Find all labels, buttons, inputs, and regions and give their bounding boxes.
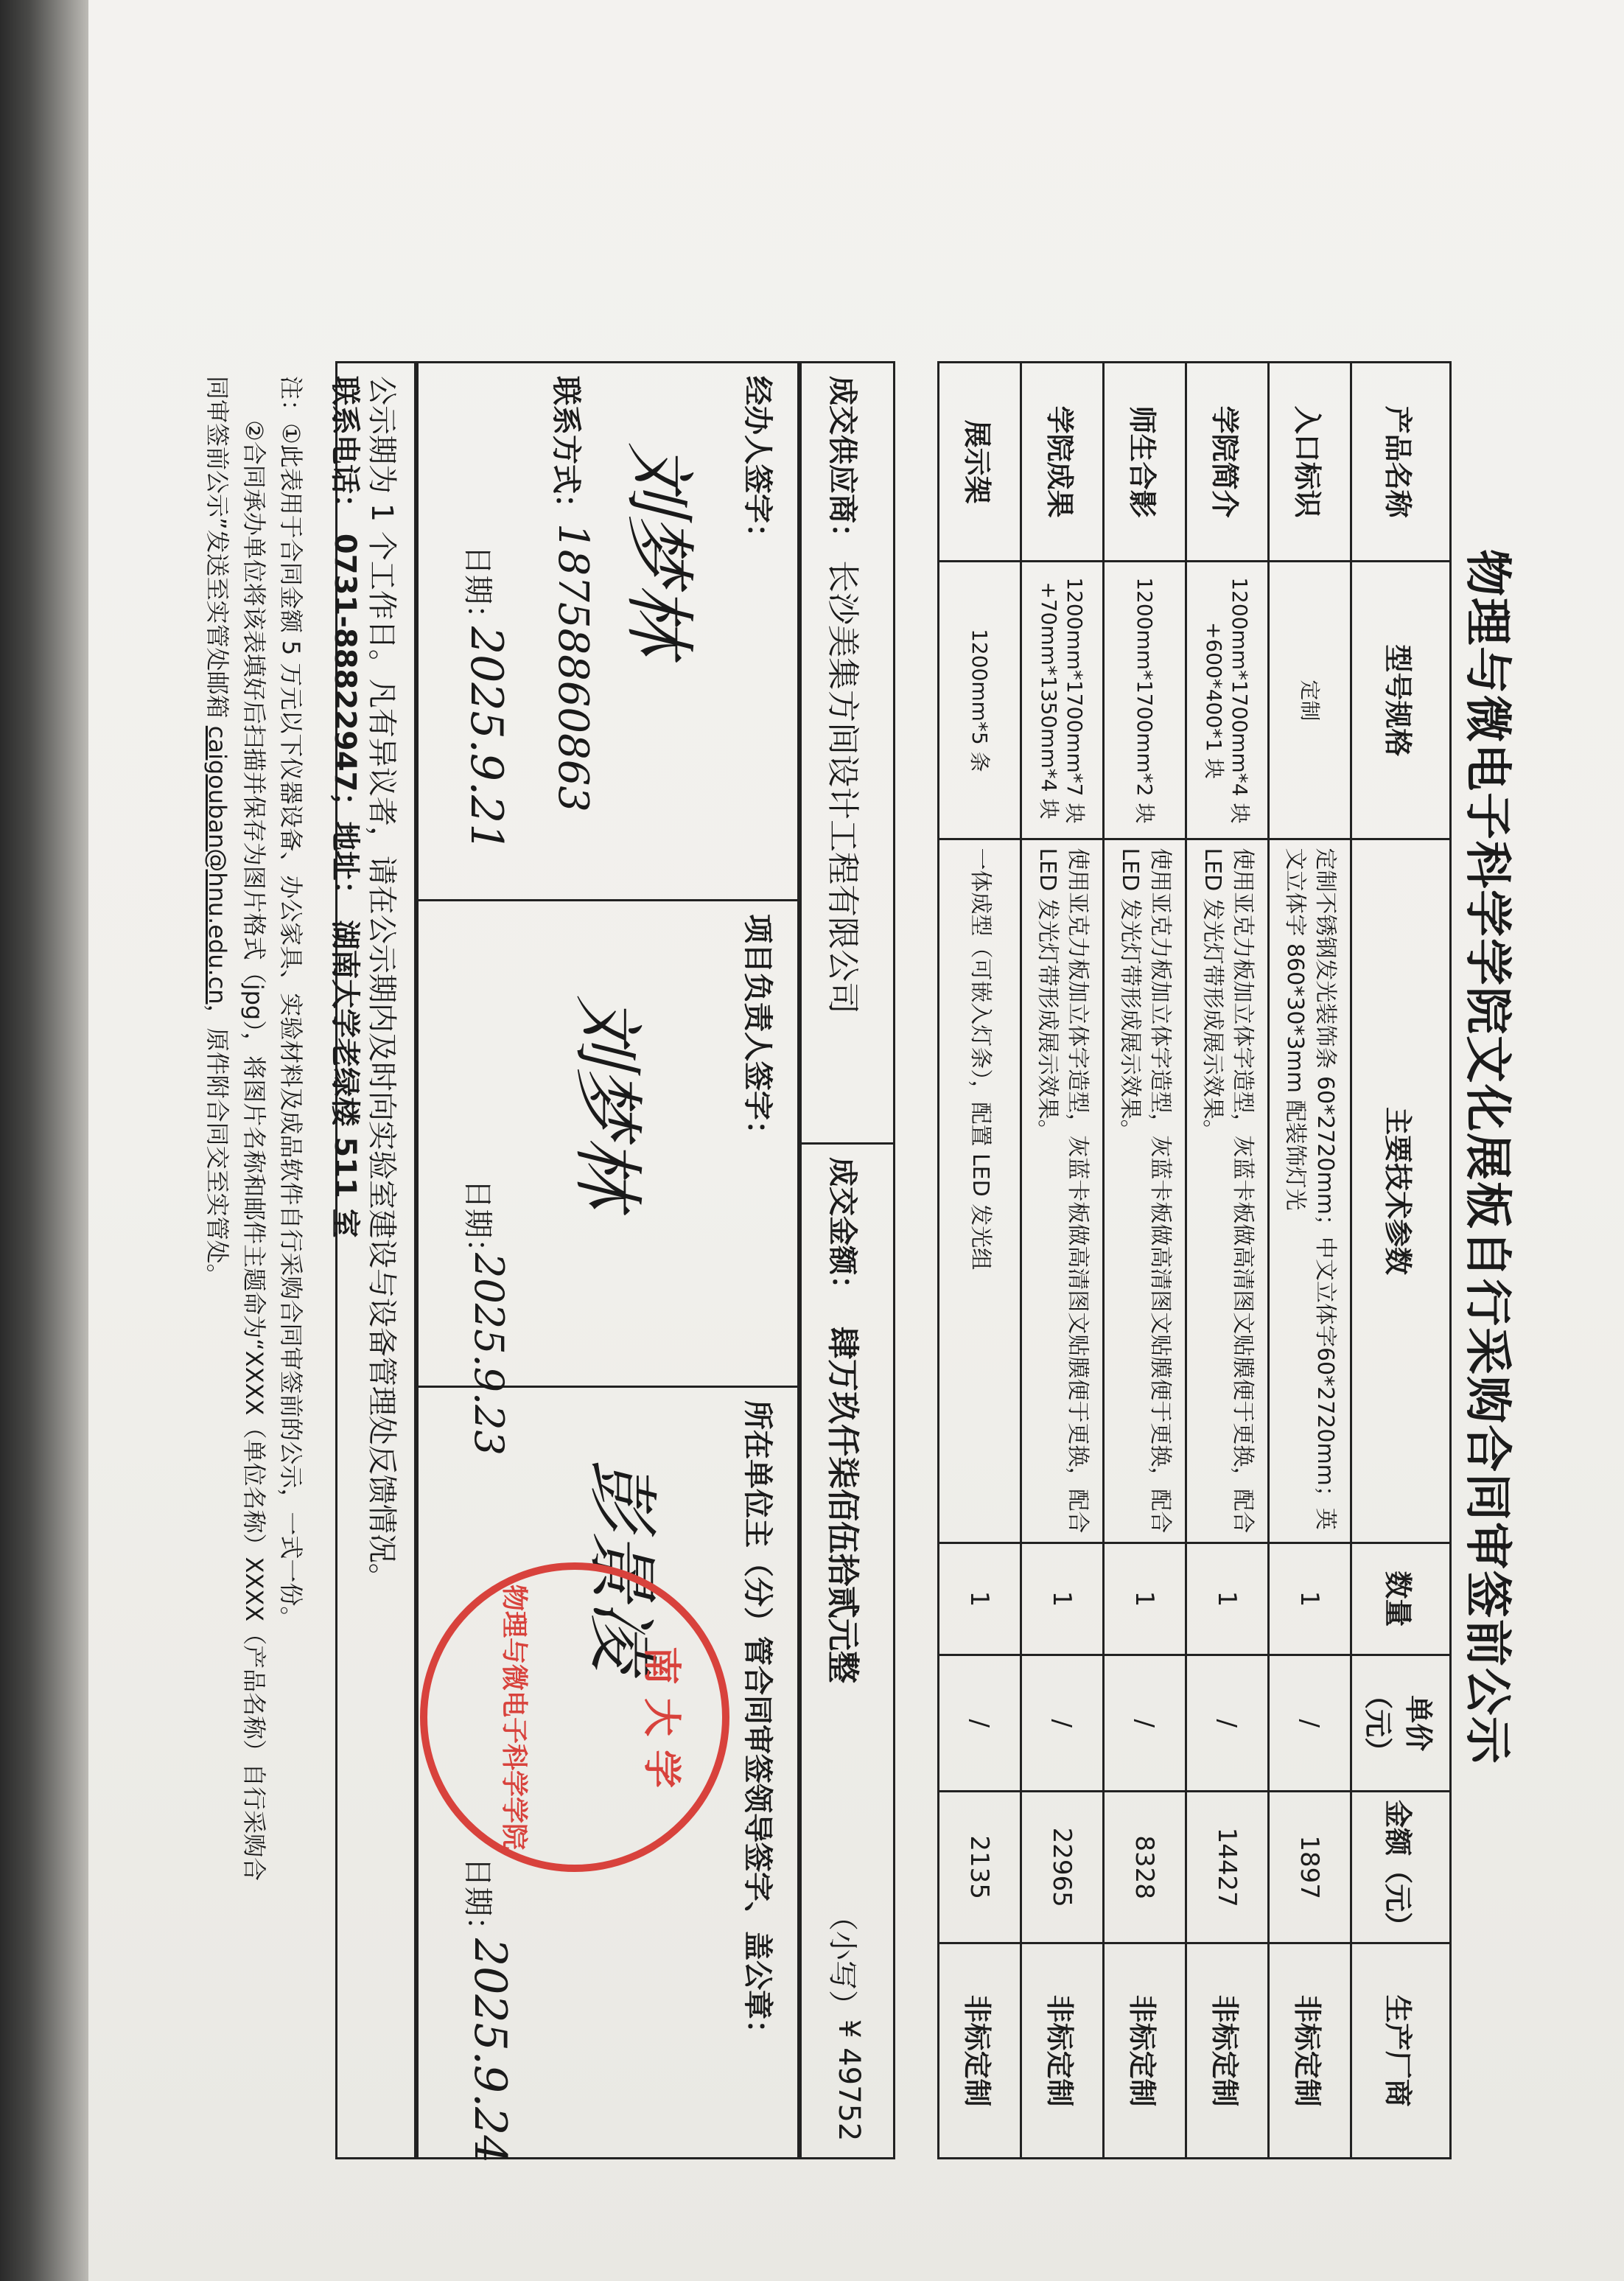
row-name: 学院成果: [1021, 363, 1104, 562]
footnote-2: ②合同承办单位将该表填好后扫描并保存为图片格式（jpg），将图片名称和邮件主题命为“XXXX（单位名称）XXXX（产品名称）自行采购合: [240, 420, 268, 1882]
row-params: 定制不锈钢发光装饰条 60*2720mm；中文立体字60*2720mm；英文立体字 860*30*3mm 配装饰灯光: [1269, 839, 1351, 1543]
deal-small-value: ¥ 49752: [832, 2019, 866, 2142]
col-header-name: 产品名称: [1351, 363, 1451, 562]
row-amount: 2135: [939, 1792, 1021, 1943]
pm-date-value: 2025.9.23: [466, 1253, 512, 1456]
row-name: 展示架: [939, 363, 1021, 562]
table-row: [939, 363, 1021, 2159]
row-params: 使用亚克力板加立体字造型，灰蓝卡板做高清图文贴膜便于更换，配合 LED 发光灯带形成展示效果。: [1104, 839, 1186, 1543]
row-price: /: [1269, 1655, 1351, 1792]
contact-label: 联系方式：: [549, 376, 583, 523]
row-amount: 22965: [1021, 1792, 1104, 1943]
deal-value: 肆万玖仟柒佰伍拾贰元整: [824, 1327, 861, 1683]
row-qty: 1: [1104, 1543, 1186, 1655]
table-row: [1021, 363, 1104, 2159]
seal-top-text: 南 大 学: [639, 1646, 683, 1789]
handler-signature: 刘梦林: [617, 442, 700, 654]
row-name: 师生合影: [1104, 363, 1186, 562]
table-row: [1186, 363, 1269, 2159]
row-amount: 1897: [1269, 1792, 1351, 1943]
row-spec: 1200mm*5 条: [939, 562, 1021, 839]
row-price: /: [1104, 1655, 1186, 1792]
deal-small-label: （小写）: [825, 1901, 859, 2019]
table-header-row: [1351, 363, 1451, 2159]
row-price: /: [1021, 1655, 1104, 1792]
row-spec: 定制: [1269, 562, 1351, 839]
row-maker: 非标定制: [1104, 1943, 1186, 2159]
deal-row-divider: [799, 1142, 895, 1145]
row-qty: 1: [939, 1543, 1021, 1655]
row-spec: 1200mm*1700mm*2 块: [1104, 562, 1186, 839]
notice-phone: 联系电话： 0731-88822947；地址： 湖南大学老绿楼 511 室: [328, 376, 362, 1238]
pm-date-label: 日期：: [461, 1179, 494, 1268]
table-row: [1269, 363, 1351, 2159]
row-amount: 8328: [1104, 1792, 1186, 1943]
row-params: 使用亚克力板加立体字造型，灰蓝卡板做高清图文贴膜便于更换，配合 LED 发光灯带形成展示效果。: [1021, 839, 1104, 1543]
leader-date-label: 日期：: [461, 1857, 494, 1946]
row-params: 一体成型（可嵌入灯条），配置 LED 发光组: [939, 839, 1021, 1543]
footnote-1: 注：①此表用于合同金额 5 万元以下仪器设备、办公家具、实验材料及成品软件自行采购合同审签前的公示，一式一份。: [277, 376, 305, 1630]
row-maker: 非标定制: [1021, 1943, 1104, 2159]
leader-label: 所在单位主（分）管合同审签领导签字、盖公章：: [741, 1400, 774, 2049]
col-header-spec: 型号规格: [1351, 562, 1451, 839]
handler-label: 经办人签字：: [741, 376, 774, 553]
row-spec: 1200mm*1700mm*4 块+600*400*1 块: [1186, 562, 1269, 839]
table-row: [1104, 363, 1186, 2159]
sign-divider-1: [416, 899, 799, 901]
row-qty: 1: [1021, 1543, 1104, 1655]
row-maker: 非标定制: [939, 1943, 1021, 2159]
col-header-params: 主要技术参数: [1351, 839, 1451, 1543]
supplier-label: 成交供应商：: [825, 376, 859, 553]
supplier-value: 长沙美集方间设计工程有限公司: [824, 560, 861, 1014]
row-maker: 非标定制: [1186, 1943, 1269, 2159]
contact-value: 18758860863: [549, 523, 597, 812]
pm-label: 项目负责人签字：: [741, 914, 774, 1150]
row-price: /: [1186, 1655, 1269, 1792]
col-header-qty: 数量: [1351, 1543, 1451, 1655]
procurement-table: [937, 361, 1452, 2159]
col-header-maker: 生产厂商: [1351, 1943, 1451, 2159]
row-price: /: [939, 1655, 1021, 1792]
document: [125, 88, 1584, 2226]
row-name: 学院简介: [1186, 363, 1269, 562]
notice-period: 公示期为 1 个工作日。凡有异议者，请在公示期内及时向实验室建设与设备管理处反馈情况。: [365, 376, 399, 1593]
handler-date-value: 2025.9.21: [461, 626, 512, 852]
col-header-amount: 金额（元）: [1351, 1792, 1451, 1943]
row-qty: 1: [1269, 1543, 1351, 1655]
leader-date-value: 2025.9.24: [464, 1938, 516, 2164]
row-spec: 1200mm*1700mm*7 块+70mm*1350mm*4 块: [1021, 562, 1104, 839]
row-name: 入口标识: [1269, 363, 1351, 562]
col-header-price: 单价（元）: [1351, 1655, 1451, 1792]
document-title: 物理与微电子科学学院文化展板自行采购合同审签前公示: [1460, 549, 1515, 1765]
official-seal: [420, 1562, 729, 1872]
email-link[interactable]: caigouban@hnu.edu.cn: [203, 725, 231, 1005]
footnote-3-end: ，原件附合同交至实管处。: [203, 1004, 231, 1288]
handler-date-label: 日期：: [461, 545, 494, 634]
seal-bottom-text: 物理与微电子科学学院: [499, 1584, 529, 1850]
row-qty: 1: [1186, 1543, 1269, 1655]
pm-signature: 刘梦林: [566, 995, 648, 1207]
deal-label: 成交金额：: [825, 1157, 859, 1304]
row-maker: 非标定制: [1269, 1943, 1351, 2159]
row-amount: 14427: [1186, 1792, 1269, 1943]
footnote-3: [202, 376, 236, 1288]
leader-signature: 彭景凌: [581, 1459, 663, 1672]
footnote-3-start: 同审签前公示”发送至实管处邮箱: [203, 376, 231, 726]
row-params: 使用亚克力板加立体字造型，灰蓝卡板做高清图文贴膜便于更换，配合 LED 发光灯带形成展示效果。: [1186, 839, 1269, 1543]
